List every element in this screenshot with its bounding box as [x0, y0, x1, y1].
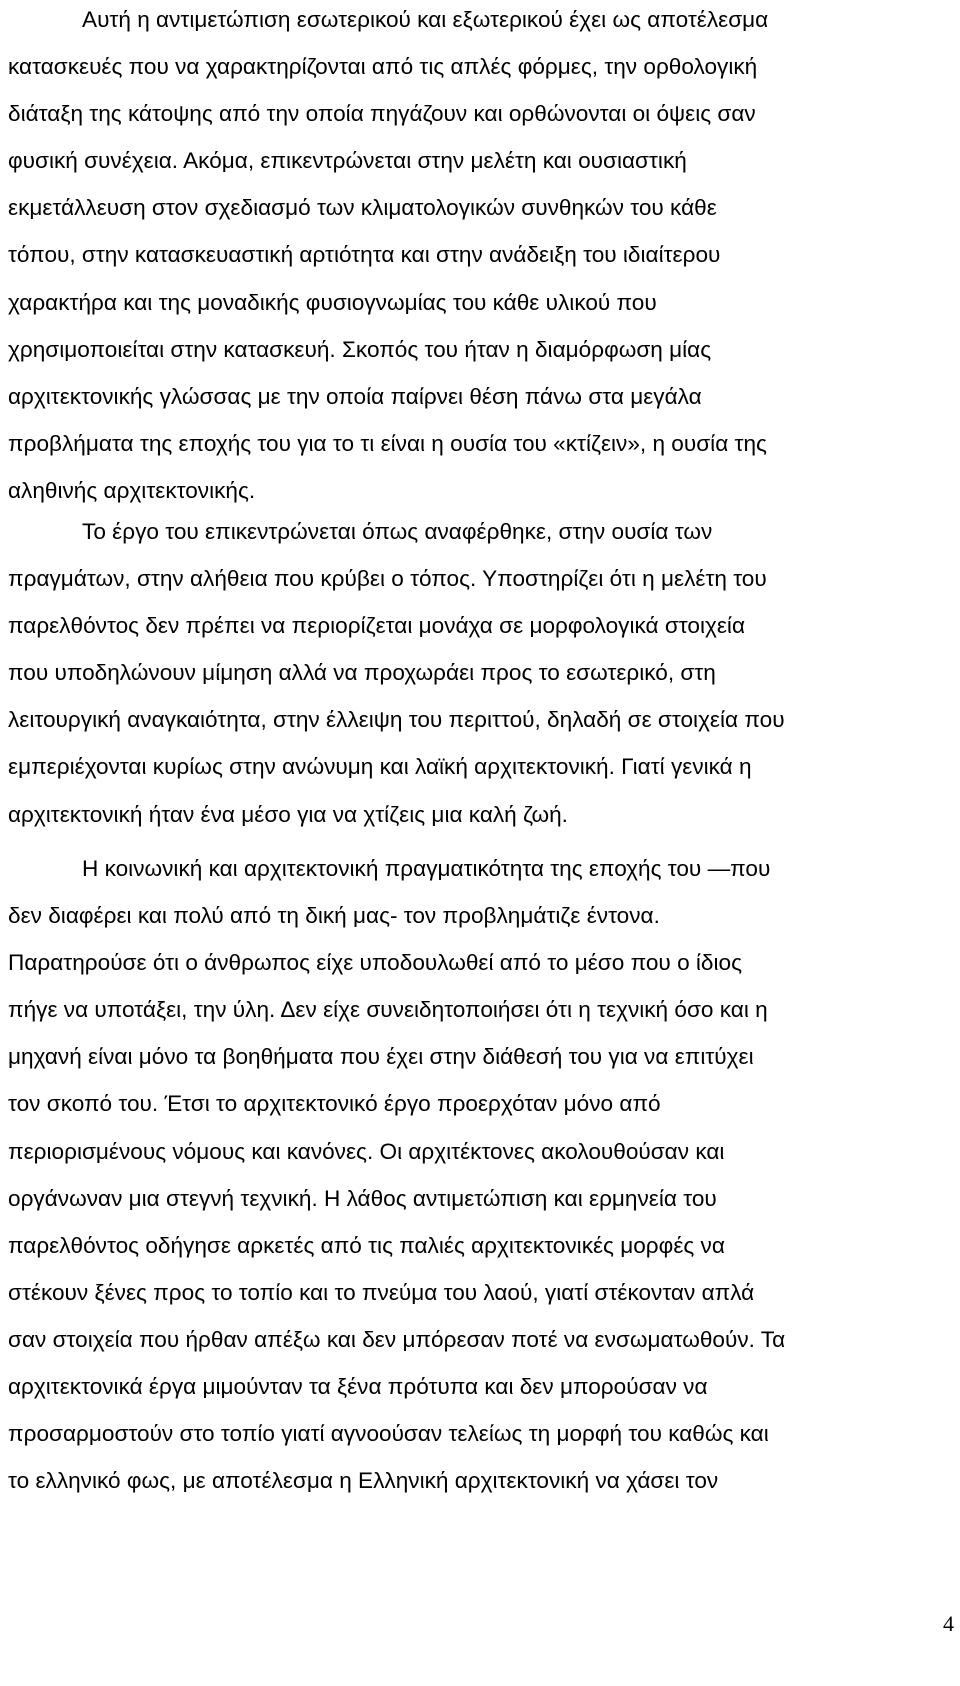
text-line: Η κοινωνική και αρχιτεκτονική πραγματικότητα της εποχής του —που [82, 856, 771, 881]
text-line: οργάνωναν μια στεγνή τεχνική. Η λάθος αντιμετώπιση και ερμηνεία του [8, 1185, 717, 1211]
text-line: στέκουν ξένες προς το τοπίο και το πνεύμα του λαού, γιατί στέκονταν απλά [8, 1279, 755, 1305]
text-line: τόπου, στην κατασκευαστική αρτιότητα και στην ανάδειξη του ιδιαίτερου [8, 242, 721, 268]
text-line: δεν διαφέρει και πολύ από τη δική μας- τον προβλημάτιζε έντονα. [8, 903, 660, 929]
text-line: το ελληνικό φως, με αποτέλεσμα η Ελληνική αρχιτεκτονική να χάσει τον [8, 1468, 719, 1494]
paragraph-1 [8, 0, 958, 514]
text-line: παρελθόντος οδήγησε αρκετές από τις παλιές αρχιτεκτονικές μορφές να [8, 1232, 725, 1258]
text-line: αρχιτεκτονικά έργα μιμούνταν τα ξένα πρότυπα και δεν μπορούσαν να [8, 1374, 708, 1400]
text-line: τον σκοπό του. Έτσι το αρχιτεκτονικό έργο προερχόταν μόνο από [8, 1091, 661, 1117]
text-line: χαρακτήρα και της μοναδικής φυσιογνωμίας του κάθε υλικού που [8, 289, 657, 315]
text-line: πήγε να υποτάξει, την ύλη. Δεν είχε συνειδητοποιήσει ότι η τεχνική όσο και η [8, 997, 768, 1023]
page-number: 4 [943, 1611, 954, 1636]
text-line: πραγμάτων, στην αλήθεια που κρύβει ο τόπος. Υποστηρίζει ότι η μελέτη του [8, 566, 767, 592]
text-line: προβλήματα της εποχής του για το τι είναι η ουσία του «κτίζειν», η ουσία της [8, 430, 767, 456]
text-line: παρελθόντος δεν πρέπει να περιορίζεται μονάχα σε μορφολογικά στοιχεία [8, 613, 746, 639]
text-line: προσαρμοστούν στο τοπίο γιατί αγνοούσαν τελείως τη μορφή του καθώς και [8, 1421, 769, 1447]
paragraph-3 [8, 845, 958, 1504]
text-line: αρχιτεκτονική ήταν ένα μέσο για να χτίζεις μια καλή ζωή. [8, 801, 568, 827]
text-line: κατασκευές που να χαρακτηρίζονται από τις απλές φόρμες, την ορθολογική [8, 54, 758, 80]
text-line: χρησιμοποιείται στην κατασκευή. Σκοπός του ήταν η διαμόρφωση μίας [8, 336, 712, 362]
text-line: φυσική συνέχεια. Ακόμα, επικεντρώνεται στην μελέτη και ουσιαστική [8, 148, 687, 174]
text-line: αρχιτεκτονικής γλώσσας με την οποία παίρνει θέση πάνω στα μεγάλα [8, 383, 702, 409]
text-line: σαν στοιχεία που ήρθαν απέξω και δεν μπόρεσαν ποτέ να ενσωματωθούν. Τα [8, 1326, 786, 1352]
text-line: Παρατηρούσε ότι ο άνθρωπος είχε υποδουλωθεί από το μέσο που ο ίδιος [8, 950, 742, 976]
text-line: λειτουργική αναγκαιότητα, στην έλλειψη του περιττού, δηλαδή σε στοιχεία που [8, 707, 785, 733]
text-line: Αυτή η αντιμετώπιση εσωτερικού και εξωτερικού έχει ως αποτέλεσμα [82, 7, 769, 32]
text-line: που υποδηλώνουν μίμηση αλλά να προχωράει προς το εσωτερικό, στη [8, 660, 716, 686]
text-line: αληθινής αρχιτεκτονικής. [8, 477, 256, 503]
text-line: διάταξη της κάτοψης από την οποία πηγάζουν και ορθώνονται οι όψεις σαν [8, 101, 756, 127]
text-line: εμπεριέχονται κυρίως στην ανώνυμη και λαϊκή αρχιτεκτονική. Γιατί γενικά η [8, 754, 752, 780]
text-line: εκμετάλλευση στον σχεδιασμό των κλιματολογικών συνθηκών του κάθε [8, 195, 717, 221]
text-line: Το έργο του επικεντρώνεται όπως αναφέρθηκε, στην ουσία των [82, 519, 713, 544]
paragraph-2 [8, 508, 958, 838]
text-line: μηχανή είναι μόνο τα βοηθήματα που έχει στην διάθεσή του για να επιτύχει [8, 1044, 754, 1070]
text-line: περιορισμένους νόμους και κανόνες. Οι αρχιτέκτονες ακολουθούσαν και [8, 1138, 725, 1164]
